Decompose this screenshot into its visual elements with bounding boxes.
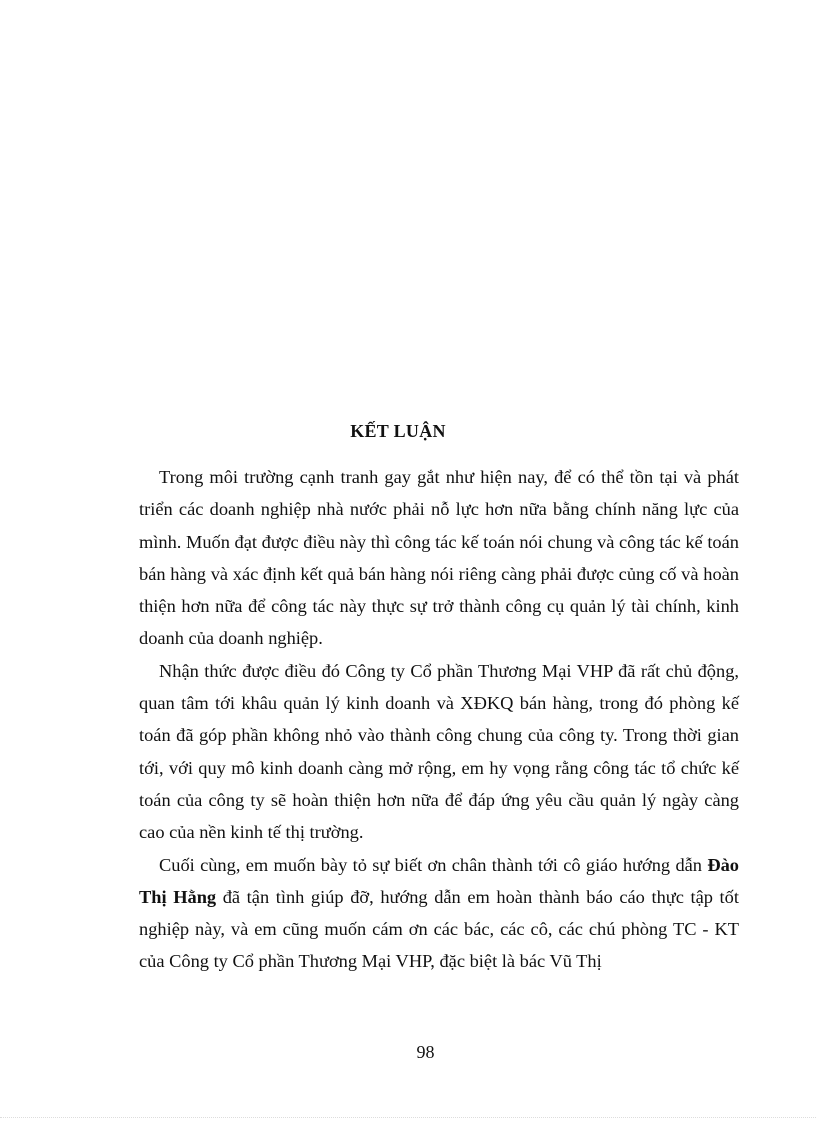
section-heading: KẾT LUẬN xyxy=(350,421,446,441)
paragraph-2: Nhận thức được điều đó Công ty Cổ phần Thương Mại VHP đã rất chủ động, quan tâm tới khâu quản lý kinh doanh và XĐKQ bán hàng, trong đó phòng kế toán đã góp phần không nhỏ vào thành công chung của công ty. Trong thời gian tới, với quy mô kinh doanh càng mở rộng, em hy vọng rằng công tác tổ chức kế toán của công ty sẽ hoàn thiện hơn nữa để đáp ứng yêu cầu quản lý ngày càng cao của nền kinh tế thị trường. xyxy=(139,660,739,843)
paragraph-3-lead: Cuối cùng, em muốn bày tỏ sự biết ơn chân thành tới cô giáo hướng dẫn xyxy=(159,854,702,875)
paragraph-3-rest: đã tận tình giúp đỡ, hướng dẫn em hoàn thành báo cáo thực tập tốt nghiệp này, và em cũng muốn cám ơn các bác, các cô, các chú phòng TC - KT của Công ty Cổ phần Thương Mại VHP, đặc biệt là bác Vũ Thị xyxy=(139,886,739,972)
paragraph-3 xyxy=(139,849,739,978)
body-text xyxy=(139,461,739,978)
page-bottom-divider xyxy=(0,1117,816,1118)
page-number: 98 xyxy=(416,1042,435,1062)
paragraph-1: Trong môi trường cạnh tranh gay gắt như hiện nay, để có thể tồn tại và phát triển các doanh nghiệp nhà nước phải nỗ lực hơn nữa bằng chính năng lực của mình. Muốn đạt được điều này thì công tác kế toán nói chung và công tác kế toán bán hàng và xác định kết quả bán hàng nói riêng càng phải được củng cố và hoàn thiện hơn nữa để công tác này thực sự trở thành công cụ quản lý tài chính, kinh doanh của doanh nghiệp. xyxy=(139,467,739,649)
advisor-name: Đào Thị Hằng xyxy=(139,854,739,907)
